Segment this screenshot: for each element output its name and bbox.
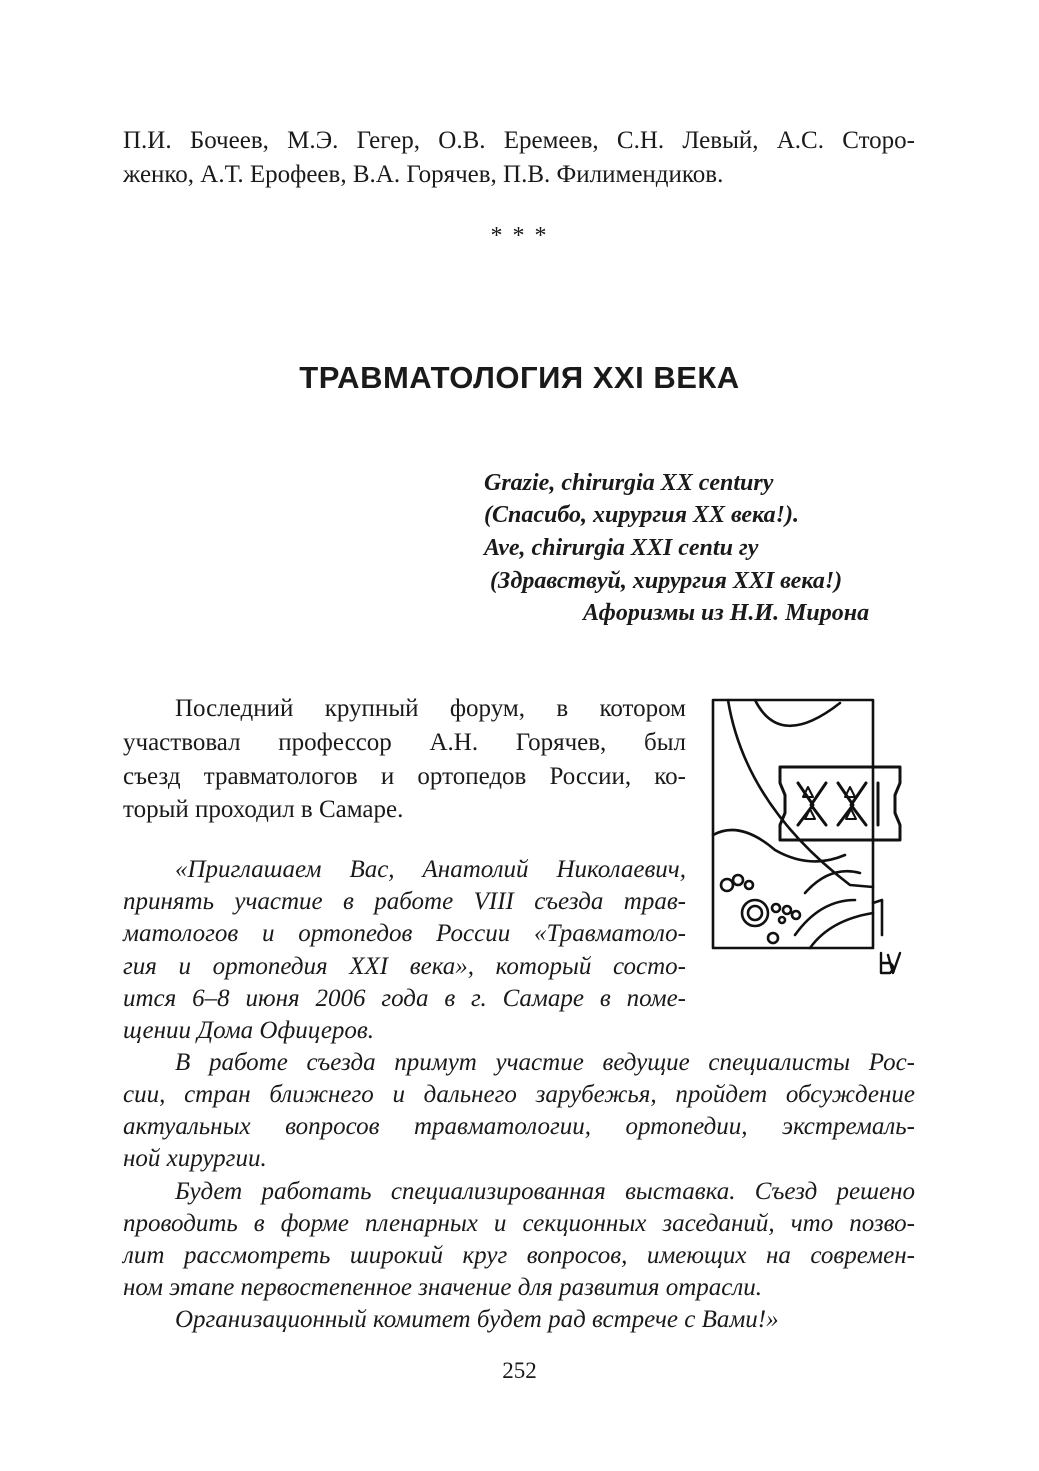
quote-p3-line-4: ном этапе первостепенное значение для развития отрасли. bbox=[123, 1274, 763, 1301]
quote-closing-line: Организационный комитет будет рад встрече с Вами!» bbox=[175, 1306, 779, 1333]
quote-p1-line-3: матологов и ортопедов России «Травматоло- bbox=[123, 920, 686, 947]
quote-p2-line-3: актуальных вопросов травматологии, ортопедии, экстремаль- bbox=[123, 1113, 915, 1140]
epigraph-line-3: Ave, chirurgia XXI centu гу bbox=[484, 535, 759, 561]
quote-p2-line-2: сии, стран ближнего и дальнего зарубежья, пройдет обсуждение bbox=[123, 1081, 915, 1108]
quote-p1-line-6: щении Дома Офицеров. bbox=[123, 1017, 375, 1044]
quote-p2-line-4: ной хирургии. bbox=[123, 1145, 267, 1172]
section-separator: * * * bbox=[490, 223, 549, 249]
intro-line-1: Последний крупный форум, в котором bbox=[175, 695, 686, 722]
quote-p1-line-1: «Приглашаем Вас, Анатолий Николаевич, bbox=[175, 856, 686, 883]
page-number: 252 bbox=[502, 1358, 537, 1383]
intro-line-4: торый проходил в Самаре. bbox=[123, 796, 404, 823]
quote-p2-line-1: В работе съезда примут участие ведущие специалисты Рос- bbox=[175, 1049, 915, 1076]
quote-p3-line-2: проводить в форме пленарных и секционных заседаний, что позво- bbox=[123, 1210, 915, 1237]
quote-p1-line-4: гия и ортопедия XXI века», который состо- bbox=[123, 953, 686, 980]
chapter-title: ТРАВМАТОЛОГИЯ XXI ВЕКА bbox=[299, 360, 740, 395]
intro-line-3: съезд травматологов и ортопедов России, ко- bbox=[123, 763, 686, 790]
epigraph-line-1: Grazie, chirurgia XX century bbox=[484, 470, 774, 496]
quote-p3-line-1: Будет работать специализированная выставка. Съезд решено bbox=[175, 1178, 915, 1205]
quote-p1-line-2: принять участие в работе VIII съезда трав- bbox=[123, 888, 686, 915]
epigraph-line-4: (Здравствуй, хирургия XXI века!) bbox=[490, 568, 843, 594]
quote-p1-line-5: ится 6–8 июня 2006 года в г. Самаре в поме- bbox=[123, 985, 686, 1012]
intro-line-2: участвовал профессор А.Н. Горячев, был bbox=[123, 729, 686, 756]
authors-line-1: П.И. Бочеев, М.Э. Гегер, О.В. Еремеев, С.Н. Левый, А.С. Сторо- bbox=[123, 127, 915, 154]
authors-line-2: женко, А.Т. Ерофеев, В.А. Горячев, П.В. Филимендиков. bbox=[123, 161, 724, 188]
epigraph-line-2: (Спасибо, хирургия XX века!). bbox=[484, 502, 799, 528]
epigraph-attribution: Афоризмы из Н.И. Мирона bbox=[583, 600, 870, 626]
xxi-illustration bbox=[700, 695, 915, 980]
quote-p3-line-3: лит рассмотреть широкий круг вопросов, имеющих на современ- bbox=[123, 1242, 915, 1269]
